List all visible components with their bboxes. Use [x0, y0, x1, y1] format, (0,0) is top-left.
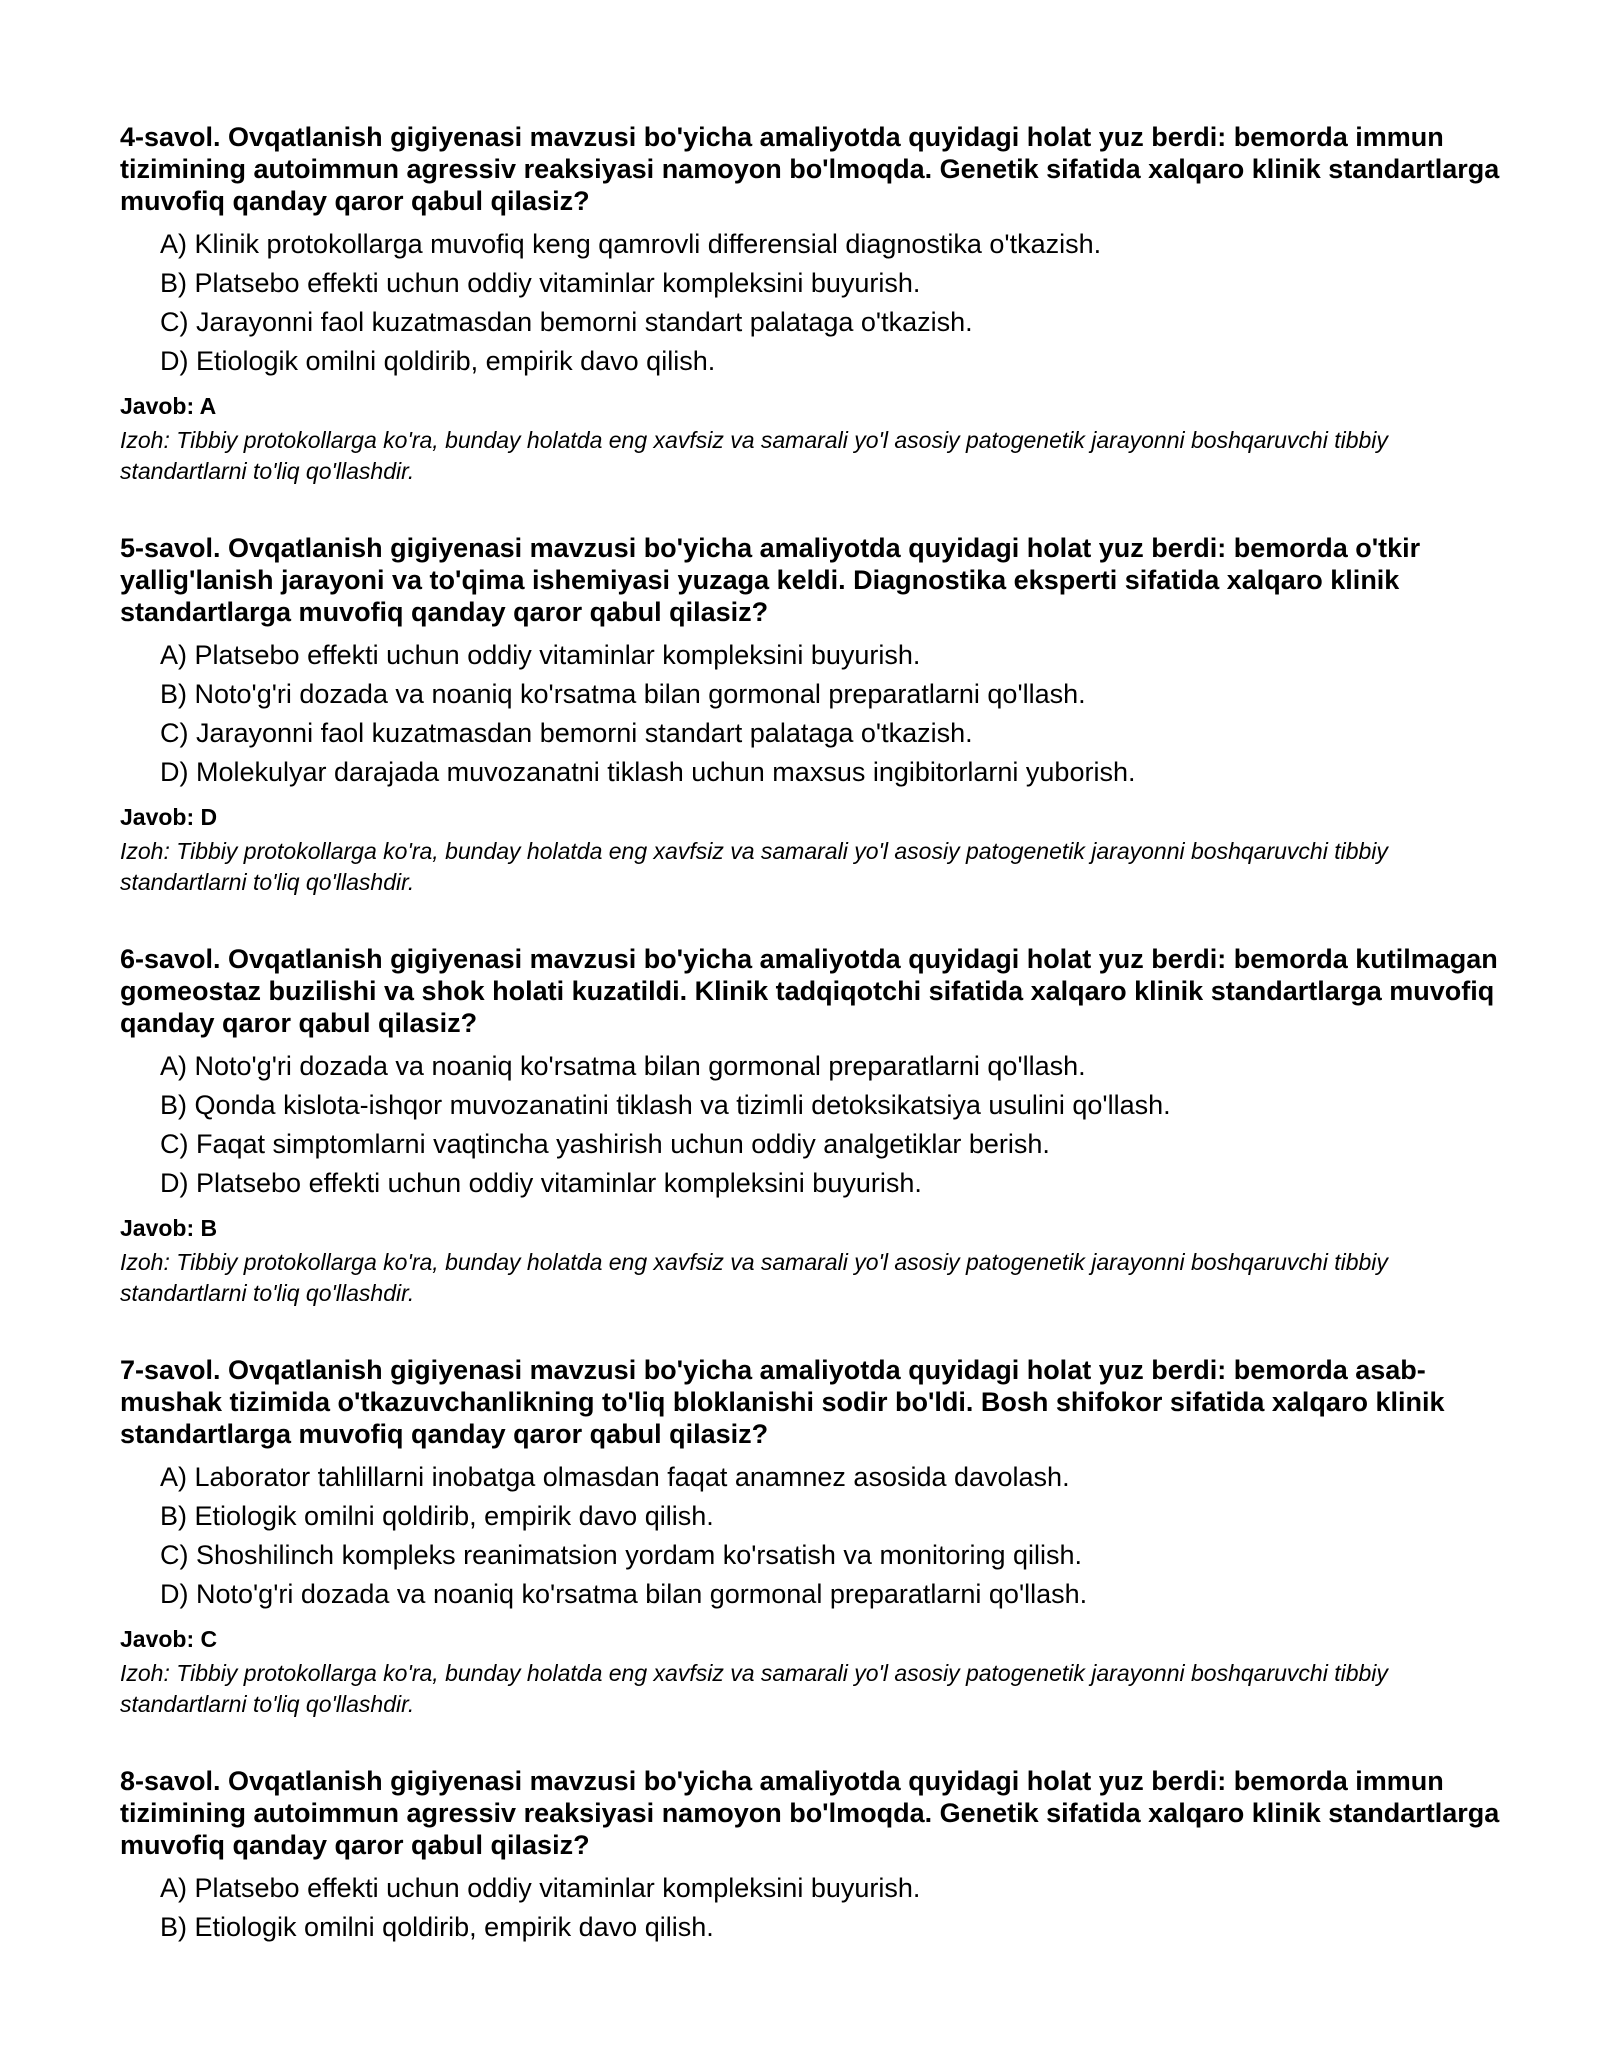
- option-b: B) Etiologik omilni qoldirib, empirik davo qilish.: [160, 1912, 714, 1942]
- option-a: A) Noto'g'ri dozada va noaniq ko'rsatma bilan gormonal preparatlarni qo'llash.: [160, 1051, 1086, 1081]
- option-c: C) Shoshilinch kompleks reanimatsion yordam ko'rsatish va monitoring qilish.: [160, 1540, 1083, 1570]
- answer-label: Javob: A: [120, 393, 217, 419]
- option-list: [120, 636, 1500, 792]
- option-b: B) Etiologik omilni qoldirib, empirik davo qilish.: [160, 1501, 714, 1531]
- question-title: 6-savol. Ovqatlanish gigiyenasi mavzusi bo'yicha amaliyotda quyidagi holat yuz berdi: bemorda kutilmagan gomeostaz buzilishi va shok holati kuzatildi. Klinik tadqiqotchi sifatida xalqaro klinik standartlarga muvofiq qanday qaror qabul qilasiz?: [120, 944, 1498, 1038]
- option-d: D) Etiologik omilni qoldirib, empirik davo qilish.: [160, 346, 716, 376]
- question-6: [120, 943, 1500, 1309]
- explanation-note: Izoh: Tibbiy protokollarga ko'ra, bunday holatda eng xavfsiz va samarali yo'l asosiy patogenetik jarayonni boshqaruvchi tibbiy standartlarni to'liq qo'llashdir.: [120, 838, 1388, 895]
- question-8: [120, 1765, 1500, 1947]
- explanation-note: Izoh: Tibbiy protokollarga ko'ra, bunday holatda eng xavfsiz va samarali yo'l asosiy patogenetik jarayonni boshqaruvchi tibbiy standartlarni to'liq qo'llashdir.: [120, 1249, 1388, 1306]
- option-a: A) Platsebo effekti uchun oddiy vitaminlar kompleksini buyurish.: [160, 1873, 921, 1903]
- option-d: D) Noto'g'ri dozada va noaniq ko'rsatma bilan gormonal preparatlarni qo'llash.: [160, 1579, 1088, 1609]
- question-title: 4-savol. Ovqatlanish gigiyenasi mavzusi bo'yicha amaliyotda quyidagi holat yuz berdi: bemorda immun tizimining autoimmun agressiv reaksiyasi namoyon bo'lmoqda. Genetik sifatida xalqaro klinik standartlarga muvofiq qanday qaror qabul qilasiz?: [120, 122, 1500, 216]
- question-7: [120, 1354, 1500, 1720]
- option-b: B) Qonda kislota-ishqor muvozanatini tiklash va tizimli detoksikatsiya usulini qo'llash.: [160, 1090, 1171, 1120]
- option-c: C) Jarayonni faol kuzatmasdan bemorni standart palataga o'tkazish.: [160, 718, 973, 748]
- option-c: C) Faqat simptomlarni vaqtincha yashirish uchun oddiy analgetiklar berish.: [160, 1129, 1050, 1159]
- question-4: [120, 121, 1500, 487]
- answer-label: Javob: B: [120, 1215, 218, 1241]
- question-title: 7-savol. Ovqatlanish gigiyenasi mavzusi bo'yicha amaliyotda quyidagi holat yuz berdi: bemorda asab-mushak tizimida o'tkazuvchanlikning to'liq bloklanishi sodir bo'ldi. Bosh shifokor sifatida xalqaro klinik standartlarga muvofiq qanday qaror qabul qilasiz?: [120, 1355, 1445, 1449]
- explanation-note: Izoh: Tibbiy protokollarga ko'ra, bunday holatda eng xavfsiz va samarali yo'l asosiy patogenetik jarayonni boshqaruvchi tibbiy standartlarni to'liq qo'llashdir.: [120, 427, 1388, 484]
- question-title: 5-savol. Ovqatlanish gigiyenasi mavzusi bo'yicha amaliyotda quyidagi holat yuz berdi: bemorda o'tkir yallig'lanish jarayoni va to'qima ishemiyasi yuzaga keldi. Diagnostika eksperti sifatida xalqaro klinik standartlarga muvofiq qanday qaror qabul qilasiz?: [120, 533, 1421, 627]
- document-page: [120, 121, 1500, 1992]
- option-c: C) Jarayonni faol kuzatmasdan bemorni standart palataga o'tkazish.: [160, 307, 973, 337]
- option-b: B) Platsebo effekti uchun oddiy vitaminlar kompleksini buyurish.: [160, 268, 921, 298]
- question-5: [120, 532, 1500, 898]
- option-d: D) Molekulyar darajada muvozanatni tiklash uchun maxsus ingibitorlarni yuborish.: [160, 757, 1136, 787]
- answer-label: Javob: C: [120, 1626, 218, 1652]
- explanation-note: Izoh: Tibbiy protokollarga ko'ra, bunday holatda eng xavfsiz va samarali yo'l asosiy patogenetik jarayonni boshqaruvchi tibbiy standartlarni to'liq qo'llashdir.: [120, 1660, 1388, 1717]
- option-b: B) Noto'g'ri dozada va noaniq ko'rsatma bilan gormonal preparatlarni qo'llash.: [160, 679, 1086, 709]
- answer-label: Javob: D: [120, 804, 218, 830]
- option-list: [120, 1869, 1500, 1947]
- option-d: D) Platsebo effekti uchun oddiy vitaminlar kompleksini buyurish.: [160, 1168, 922, 1198]
- option-a: A) Laborator tahlillarni inobatga olmasdan faqat anamnez asosida davolash.: [160, 1462, 1070, 1492]
- option-list: [120, 1458, 1500, 1614]
- option-a: A) Klinik protokollarga muvofiq keng qamrovli differensial diagnostika o'tkazish.: [160, 229, 1102, 259]
- question-title: 8-savol. Ovqatlanish gigiyenasi mavzusi bo'yicha amaliyotda quyidagi holat yuz berdi: bemorda immun tizimining autoimmun agressiv reaksiyasi namoyon bo'lmoqda. Genetik sifatida xalqaro klinik standartlarga muvofiq qanday qaror qabul qilasiz?: [120, 1766, 1500, 1860]
- option-list: [120, 225, 1500, 381]
- option-list: [120, 1047, 1500, 1203]
- option-a: A) Platsebo effekti uchun oddiy vitaminlar kompleksini buyurish.: [160, 640, 921, 670]
